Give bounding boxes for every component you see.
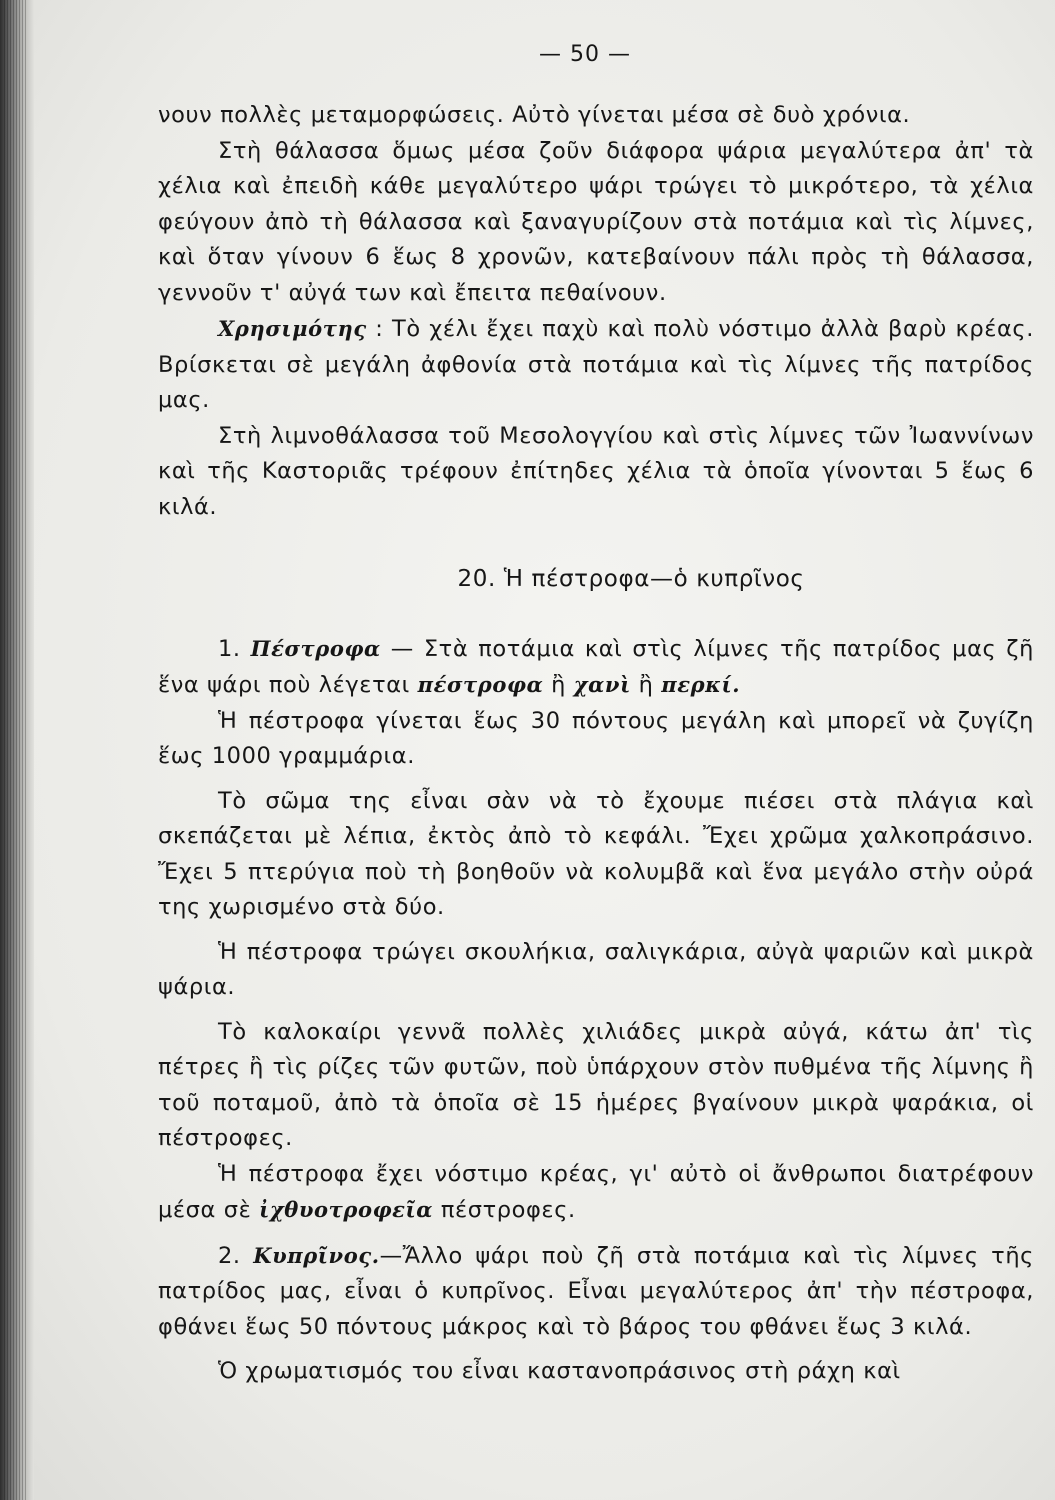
paragraph-trout-farming [158,1157,1034,1229]
carp-intro-text: —Ἄλλο ψάρι ποὺ ζῆ στὰ ποτάμια καὶ τὶς λίμνες τῆς πατρίδος μας, εἶναι ὁ κυπρῖνος. Εἶναι μεγαλύτερος ἀπ' τὴν πέστροφα, φθάνει ἕως 50 πόντους μάκρος καὶ τὸ βάρος του φθάνει ἕως 3 κιλά. [158,1242,1034,1340]
term-fish-farms: ἰχθυοτροφεῖα [259,1197,434,1222]
name-chani: χανὶ [573,672,631,697]
paragraph-trout-body: Τὸ σῶμα της εἶναι σὰν νὰ τὸ ἔχουμε πιέσει στὰ πλάγια καὶ σκεπάζεται μὲ λέπια, ἐκτὸς ἀπὸ τὸ κεφάλι. Ἔχει χρῶμα χαλκοπράσινο. Ἔχει 5 πτερύγια ποὺ τὴ βοηθοῦν νὰ κολυμβᾶ καὶ ἕνα μεγάλο στὴν οὐρά της χωρισμένο στὰ δύο. [158,787,1034,920]
trout-intro-text: — Στὰ ποτάμια καὶ στὶς λίμνες τῆς πατρίδος μας ζῆ ἕνα ψάρι ποὺ λέγεται [158,635,1034,698]
or-word: ἢ [551,672,566,698]
name-pestrofa: πέστροφα [417,672,544,697]
trout-farming-text: Ἡ πέστροφα ἔχει νόστιμο κρέας, γι' αὐτὸ οἱ ἄνθρωποι διατρέφουν μέσα σὲ [158,1160,1034,1223]
paragraph-trout-spawning: Τὸ καλοκαίρι γεννᾶ πολλὲς χιλιάδες μικρὰ αὐγά, κάτω ἀπ' τὶς πέτρες ἢ τὶς ρίζες τῶν φυτῶν, ποὺ ὑπάρχουν στὸν πυθμένα τῆς λίμνης ἢ τοῦ ποταμοῦ, ἀπὸ τὰ ὁποῖα σὲ 15 ἡμέρες βγαίνουν μικρὰ ψαράκια, οἱ πέστροφες. [158,1018,1034,1151]
term-usefulness: Χρησιμότης [218,316,367,341]
eel-usefulness-text: : Τὸ χέλι ἔχει παχὺ καὶ πολὺ νόστιμο ἀλλὰ βαρὺ κρέας. Βρίσκεται σὲ μεγάλη ἀφθονία στὰ ποτάμια καὶ τὶς λίμνες τῆς πατρίδος μας. [158,316,1034,413]
term-carp: Κυπρῖνος. [253,1242,380,1268]
body-text [158,98,1034,1390]
paragraph-trout-diet: Ἡ πέστροφα τρώγει σκουλήκια, σαλιγκάρια, αὐγὰ ψαριῶν καὶ μικρὰ ψάρια. [158,938,1034,1000]
item-number: 2. [218,1242,241,1269]
paragraph-eel-usefulness [158,311,1034,419]
name-perki: περκί. [661,672,741,697]
section-heading: 20. Ἡ πέστροφα—ὁ κυπρῖνος [457,566,805,592]
page-number: — 50 — [539,42,631,67]
paragraph-eels-sea: Στὴ θάλασσα ὅμως μέσα ζοῦν διάφορα ψάρια μεγαλύτερα ἀπ' τὰ χέλια καὶ ἐπειδὴ κάθε μεγαλύτερο ψάρι τρώγει τὸ μικρότερο, τὰ χέλια φεύγουν ἀπὸ τὴ θάλασσα καὶ ξαναγυρίζουν στὰ ποτάμια καὶ τὶς λίμνες, καὶ ὅταν γίνουν 6 ἕως 8 χρονῶν, κατεβαίνουν πάλι πρὸς τὴ θάλασσα, γεννοῦν τ' αὐγά των καὶ ἔπειτα πεθαίνουν. [158,137,1034,306]
page-edges [4,0,28,1500]
paragraph-carp-color: Ὁ χρωματισμός του εἶναι καστανοπράσινος στὴ ράχη καὶ [218,1358,901,1384]
paragraph-continuation: νουν πολλὲς μεταμορφώσεις. Αὐτὸ γίνεται μέσα σὲ δυὸ χρόνια. [158,102,911,128]
paragraph-eel-farming: Στὴ λιμνοθάλασσα τοῦ Μεσολογγίου καὶ στὶς λίμνες τῶν Ἰωαννίνων καὶ τῆς Καστοριᾶς τρέφουν ἐπίτηδες χέλια τὰ ὁποῖα γίνονται 5 ἕως 6 κιλά. [158,422,1034,520]
trout-farming-end: πέστροφες. [440,1197,576,1223]
paragraph-trout-size: Ἡ πέστροφα γίνεται ἕως 30 πόντους μεγάλη καὶ μπορεῖ νὰ ζυγίζη ἕως 1000 γραμμάρια. [158,707,1034,769]
book-binding-edge [0,0,34,1500]
paragraph-carp-intro [158,1238,1034,1346]
term-trout: Πέστροφα [250,635,381,661]
paragraph-trout-intro [158,631,1034,704]
item-number: 1. [218,635,241,662]
or-word: ἢ [638,672,654,698]
